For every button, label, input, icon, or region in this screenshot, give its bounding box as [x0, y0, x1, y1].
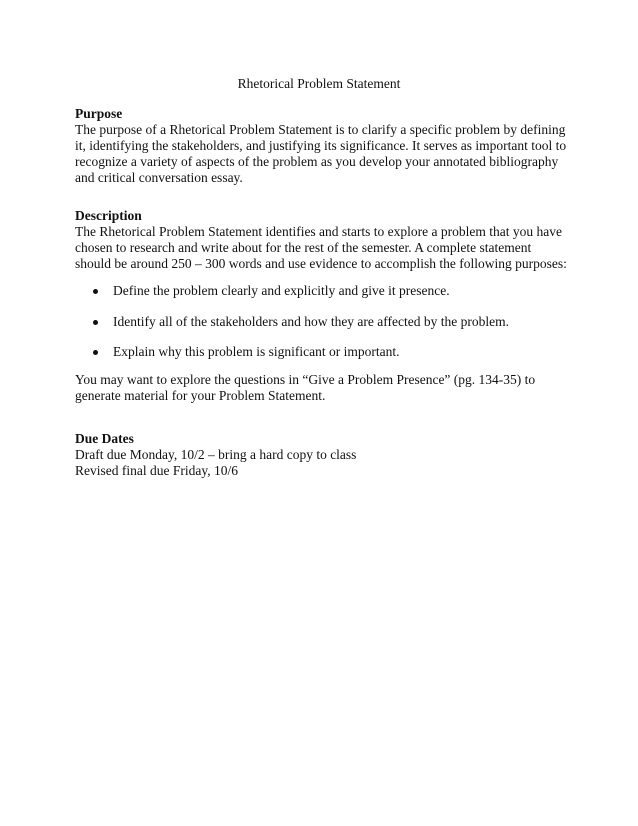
followup-section: [75, 372, 565, 404]
bullet-text: Explain why this problem is significant or important.: [113, 344, 400, 359]
purpose-line: and critical conversation essay.: [75, 170, 243, 185]
due-date-line: Revised final due Friday, 10/6: [75, 463, 238, 478]
description-heading: Description: [75, 208, 142, 223]
purpose-paragraph: [75, 122, 565, 186]
purpose-line: it, identifying the stakeholders, and justifying its significance. It serves as important tool to: [75, 138, 567, 153]
purpose-line: The purpose of a Rhetorical Problem Statement is to clarify a specific problem by defining: [75, 122, 566, 137]
purpose-section: [75, 106, 565, 186]
due-dates-section: [75, 431, 565, 479]
due-date-line: Draft due Monday, 10/2 – bring a hard copy to class: [75, 447, 357, 462]
bullet-dot-icon: [93, 320, 98, 325]
followup-line: You may want to explore the questions in “Give a Problem Presence” (pg. 134-35) to: [75, 372, 536, 387]
description-paragraph: [75, 224, 565, 272]
document-title: Rhetorical Problem Statement: [237, 76, 401, 91]
description-section: [75, 208, 565, 272]
due-dates-paragraph: [75, 447, 565, 479]
description-line: chosen to research and write about for the rest of the semester. A complete statement: [75, 240, 532, 255]
bullet-dot-icon: [93, 350, 98, 355]
followup-line: generate material for your Problem Statement.: [75, 388, 326, 403]
due-dates-heading: Due Dates: [75, 431, 134, 446]
description-line: The Rhetorical Problem Statement identifies and starts to explore a problem that you have: [75, 224, 562, 239]
purpose-line: recognize a variety of aspects of the problem as you develop your annotated bibliography: [75, 154, 559, 169]
purpose-heading: Purpose: [75, 106, 123, 121]
bullet-text: Identify all of the stakeholders and how they are affected by the problem.: [113, 314, 509, 329]
followup-paragraph: [75, 372, 565, 404]
bullet-dot-icon: [93, 289, 98, 294]
description-line: should be around 250 – 300 words and use evidence to accomplish the following purposes:: [75, 256, 567, 271]
bullet-text: Define the problem clearly and explicitly and give it presence.: [113, 283, 450, 298]
